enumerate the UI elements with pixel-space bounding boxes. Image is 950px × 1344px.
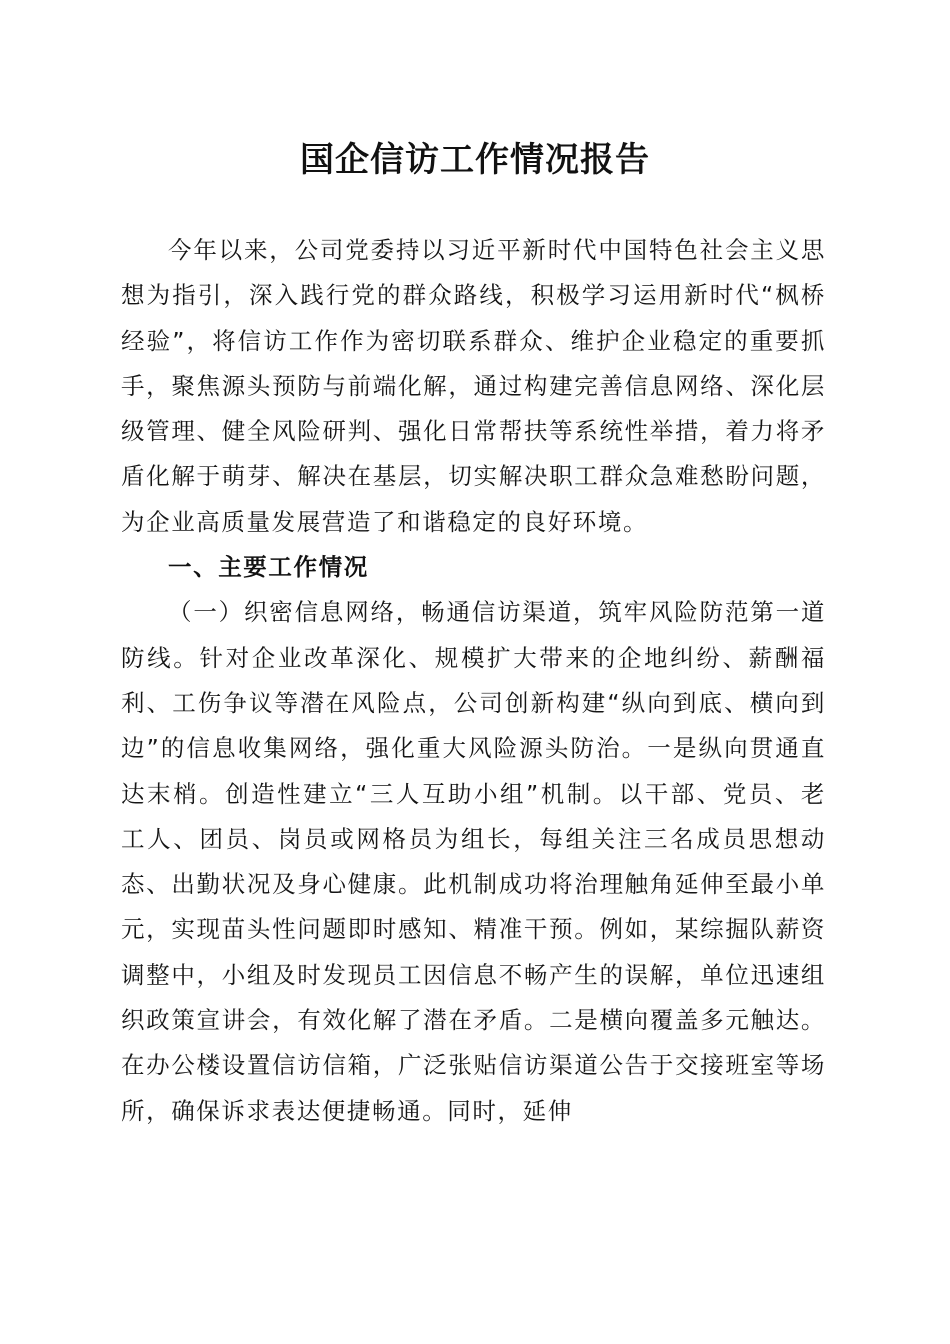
section-heading: 一、主要工作情况 <box>168 553 369 582</box>
subsection-heading: （一）织密信息网络，畅通信访渠道，筑牢风险防范第一道防线。 <box>121 598 826 672</box>
document-body <box>121 228 826 1134</box>
intro-paragraph: 今年以来，公司党委持以习近平新时代中国特色社会主义思想为指引，深入践行党的群众路线，积极学习运用新时代“枫桥经验”，将信访工作作为密切联系群众、维护企业稳定的重要抓手，聚焦源头预防与前端化解，通过构建完善信息网络、深化层级管理、健全风险研判、强化日常帮扶等系统性举措，着力将矛盾化解于萌芽、解决在基层，切实解决职工群众急难愁盼问题，为企业高质量发展营造了和谐稳定的良好环境。 <box>121 236 826 536</box>
document-title: 国企信访工作情况报告 <box>300 140 650 180</box>
subsection-body: 针对企业改革深化、规模扩大带来的企地纠纷、薪酬福利、工伤争议等潜在风险点，公司创新构建“纵向到底、横向到边”的信息收集网络，强化重大风险源头防治。一是纵向贯通直达末梢。创造性建立“三人互助小组”机制。以干部、党员、老工人、团员、岗员或网格员为组长，每组关注三名成员思想动态、出勤状况及身心健康。此机制成功将治理触角延伸至最小单元，实现苗头性问题即时感知、精准干预。例如，某综掘队薪资调整中，小组及时发现员工因信息不畅产生的误解，单位迅速组织政策宣讲会，有效化解了潜在矛盾。二是横向覆盖多元触达。在办公楼设置信访信箱，广泛张贴信访渠道公告于交接班室等场所，确保诉求表达便捷畅通。同时，延伸 <box>121 643 826 1125</box>
subsection-paragraph <box>121 590 826 1134</box>
